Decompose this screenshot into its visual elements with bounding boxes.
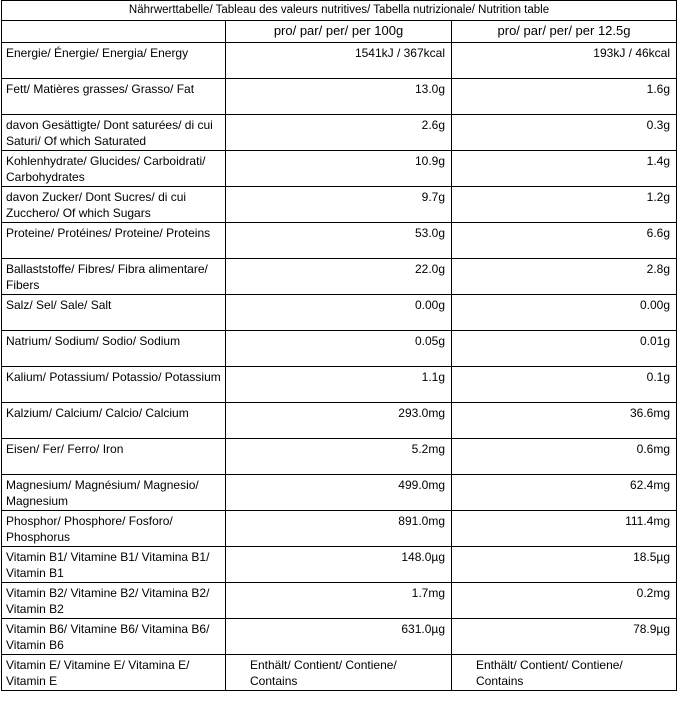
header-per-100g: pro/ par/ per/ per 100g [226, 21, 452, 43]
value-per-100g: 13.0g [226, 79, 452, 115]
table-row [2, 259, 677, 295]
table-caption-row [2, 1, 677, 21]
value-per-100g: 5.2mg [226, 439, 452, 475]
row-label-potassium: Kalium/ Potassium/ Potassio/ Potassium [2, 367, 226, 403]
table-header-row [2, 21, 677, 43]
value-per-100g: 293.0mg [226, 403, 452, 439]
value-per-portion: 1.4g [452, 151, 677, 187]
value-per-100g: 1.7mg [226, 583, 452, 619]
table-row [2, 115, 677, 151]
value-per-100g: 0.05g [226, 331, 452, 367]
table-row [2, 223, 677, 259]
value-per-portion: 1.6g [452, 79, 677, 115]
value-per-portion: 193kJ / 46kcal [452, 43, 677, 79]
value-per-portion: 78.9µg [452, 619, 677, 655]
value-per-portion: 0.6mg [452, 439, 677, 475]
value-per-100g: 10.9g [226, 151, 452, 187]
value-per-portion: 36.6mg [452, 403, 677, 439]
value-per-100g: Enthält/ Contient/ Contiene/ Contains [226, 655, 452, 691]
row-label-phosphorus: Phosphor/ Phosphore/ Fosforo/ Phosphorus [2, 511, 226, 547]
value-per-100g: 891.0mg [226, 511, 452, 547]
table-row [2, 331, 677, 367]
row-label-magnesium: Magnesium/ Magnésium/ Magnesio/ Magnesium [2, 475, 226, 511]
value-per-portion: 18.5µg [452, 547, 677, 583]
row-label-salt: Salz/ Sel/ Sale/ Salt [2, 295, 226, 331]
table-row [2, 583, 677, 619]
value-per-100g: 1.1g [226, 367, 452, 403]
row-label-vitamin-b1: Vitamin B1/ Vitamine B1/ Vitamina B1/ Vitamin B1 [2, 547, 226, 583]
value-per-portion: 0.2mg [452, 583, 677, 619]
value-per-100g: 9.7g [226, 187, 452, 223]
value-per-portion: 111.4mg [452, 511, 677, 547]
value-per-portion: 0.00g [452, 295, 677, 331]
value-per-portion: 6.6g [452, 223, 677, 259]
table-row [2, 79, 677, 115]
table-row [2, 439, 677, 475]
table-row [2, 475, 677, 511]
row-label-vitamin-b6: Vitamin B6/ Vitamine B6/ Vitamina B6/ Vitamin B6 [2, 619, 226, 655]
row-label-energy: Energie/ Énergie/ Energia/ Energy [2, 43, 226, 79]
row-label-proteins: Proteine/ Protéines/ Proteine/ Proteins [2, 223, 226, 259]
value-per-100g: 499.0mg [226, 475, 452, 511]
header-per-portion: pro/ par/ per/ per 12.5g [452, 21, 677, 43]
row-label-calcium: Kalzium/ Calcium/ Calcio/ Calcium [2, 403, 226, 439]
row-label-vitamin-e: Vitamin E/ Vitamine E/ Vitamina E/ Vitamin E [2, 655, 226, 691]
row-label-vitamin-b2: Vitamin B2/ Vitamine B2/ Vitamina B2/ Vitamin B2 [2, 583, 226, 619]
table-caption: Nährwerttabelle/ Tableau des valeurs nutritives/ Tabella nutrizionale/ Nutrition table [2, 1, 677, 21]
value-per-portion: Enthält/ Contient/ Contiene/ Contains [452, 655, 677, 691]
table-row [2, 403, 677, 439]
value-per-100g: 0.00g [226, 295, 452, 331]
value-per-100g: 2.6g [226, 115, 452, 151]
table-row [2, 151, 677, 187]
nutrition-table [1, 0, 677, 691]
value-per-portion: 1.2g [452, 187, 677, 223]
row-label-saturated: davon Gesättigte/ Dont saturées/ di cui Saturi/ Of which Saturated [2, 115, 226, 151]
row-label-iron: Eisen/ Fer/ Ferro/ Iron [2, 439, 226, 475]
table-row [2, 511, 677, 547]
value-per-portion: 0.1g [452, 367, 677, 403]
row-label-fat: Fett/ Matières grasses/ Grasso/ Fat [2, 79, 226, 115]
header-empty-cell [2, 21, 226, 43]
table-row [2, 655, 677, 691]
value-per-portion: 2.8g [452, 259, 677, 295]
table-row [2, 619, 677, 655]
value-per-portion: 0.3g [452, 115, 677, 151]
value-per-100g: 631.0µg [226, 619, 452, 655]
table-row [2, 295, 677, 331]
value-per-portion: 62.4mg [452, 475, 677, 511]
value-per-100g: 148.0µg [226, 547, 452, 583]
table-row [2, 43, 677, 79]
table-row [2, 547, 677, 583]
value-per-100g: 22.0g [226, 259, 452, 295]
row-label-carbohydrates: Kohlenhydrate/ Glucides/ Carboidrati/ Carbohydrates [2, 151, 226, 187]
table-row [2, 187, 677, 223]
row-label-sugars: davon Zucker/ Dont Sucres/ di cui Zucchero/ Of which Sugars [2, 187, 226, 223]
value-per-portion: 0.01g [452, 331, 677, 367]
table-row [2, 367, 677, 403]
row-label-fibers: Ballaststoffe/ Fibres/ Fibra alimentare/ Fibers [2, 259, 226, 295]
row-label-sodium: Natrium/ Sodium/ Sodio/ Sodium [2, 331, 226, 367]
value-per-100g: 53.0g [226, 223, 452, 259]
value-per-100g: 1541kJ / 367kcal [226, 43, 452, 79]
